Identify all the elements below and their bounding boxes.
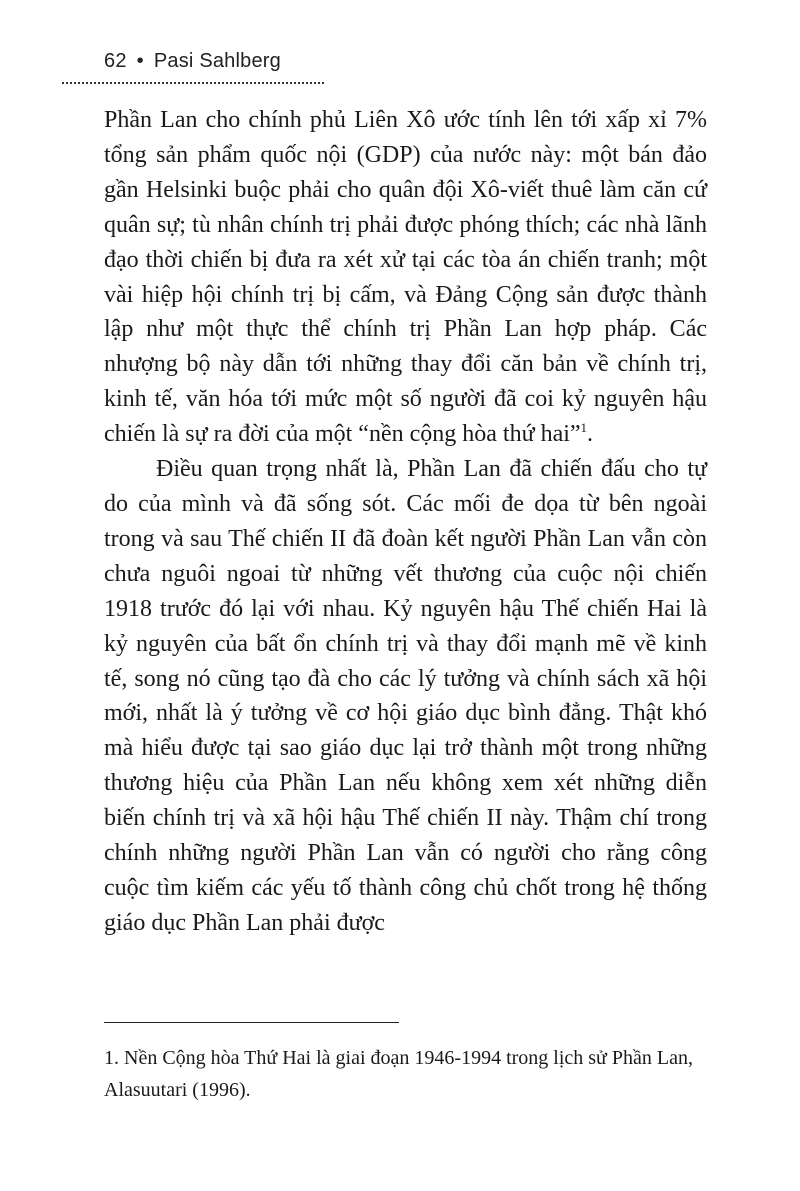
author-name: Pasi Sahlberg [153,50,281,72]
running-header [104,50,281,73]
header-dotted-rule [62,82,324,84]
paragraph-1-tail: . [587,421,594,448]
footnote-1: 1. Nền Cộng hòa Thứ Hai là giai đoạn 1946-1994 trong lịch sử Phần Lan, Alasuutari (1996). [104,1047,693,1101]
page-number: 62 [104,50,127,72]
paragraph-2 [104,452,707,941]
paragraph-2-text: Điều quan trọng nhất là, Phần Lan đã chiến đấu cho tự do của mình và đã sống sót. Các mối đe dọa từ bên ngoài trong và sau Thế chiến II đã đoàn kết người Phần Lan vẫn còn chưa nguôi ngoai từ những vết thương của cuộc nội chiến 1918 trước đó lại với nhau. Kỷ nguyên hậu Thế chiến Hai là kỷ nguyên của bất ổn chính trị và thay đổi mạnh mẽ về kinh tế, song nó cũng tạo đà cho các lý tưởng và chính sách xã hội mới, nhất là ý tưởng về cơ hội giáo dục bình đẳng. Thật khó mà hiểu được tại sao giáo dục lại trở thành một trong những thương hiệu của Phần Lan nếu không xem xét những diễn biến chính trị và xã hội hậu Thế chiến II này. Thậm chí trong chính những người Phần Lan vẫn có người cho rằng công cuộc tìm kiếm các yếu tố thành công chủ chốt trong hệ thống giáo dục Phần Lan phải được [104,456,707,936]
paragraph-1-text: Phần Lan cho chính phủ Liên Xô ước tính lên tới xấp xỉ 7% tổng sản phẩm quốc nội (GDP) của nước này: một bán đảo gần Helsinki buộc phải cho quân đội Xô-viết thuê làm căn cứ quân sự; tù nhân chính trị phải được phóng thích; các nhà lãnh đạo thời chiến bị đưa ra xét xử tại các tòa án chiến tranh; một vài hiệp hội chính trị bị cấm, và Đảng Cộng sản được thành lập như một thực thể chính trị Phần Lan hợp pháp. Các nhượng bộ này dẫn tới những thay đổi căn bản về chính trị, kinh tế, văn hóa tới mức một số người đã coi kỷ nguyên hậu chiến là sự ra đời của một “nền cộng hòa thứ hai” [104,107,707,448]
paragraph-1 [104,103,707,452]
main-text [104,103,707,941]
footnote-reference: 1 [580,420,588,436]
footnote-separator-rule [104,1022,399,1023]
header-separator: • [136,50,144,72]
